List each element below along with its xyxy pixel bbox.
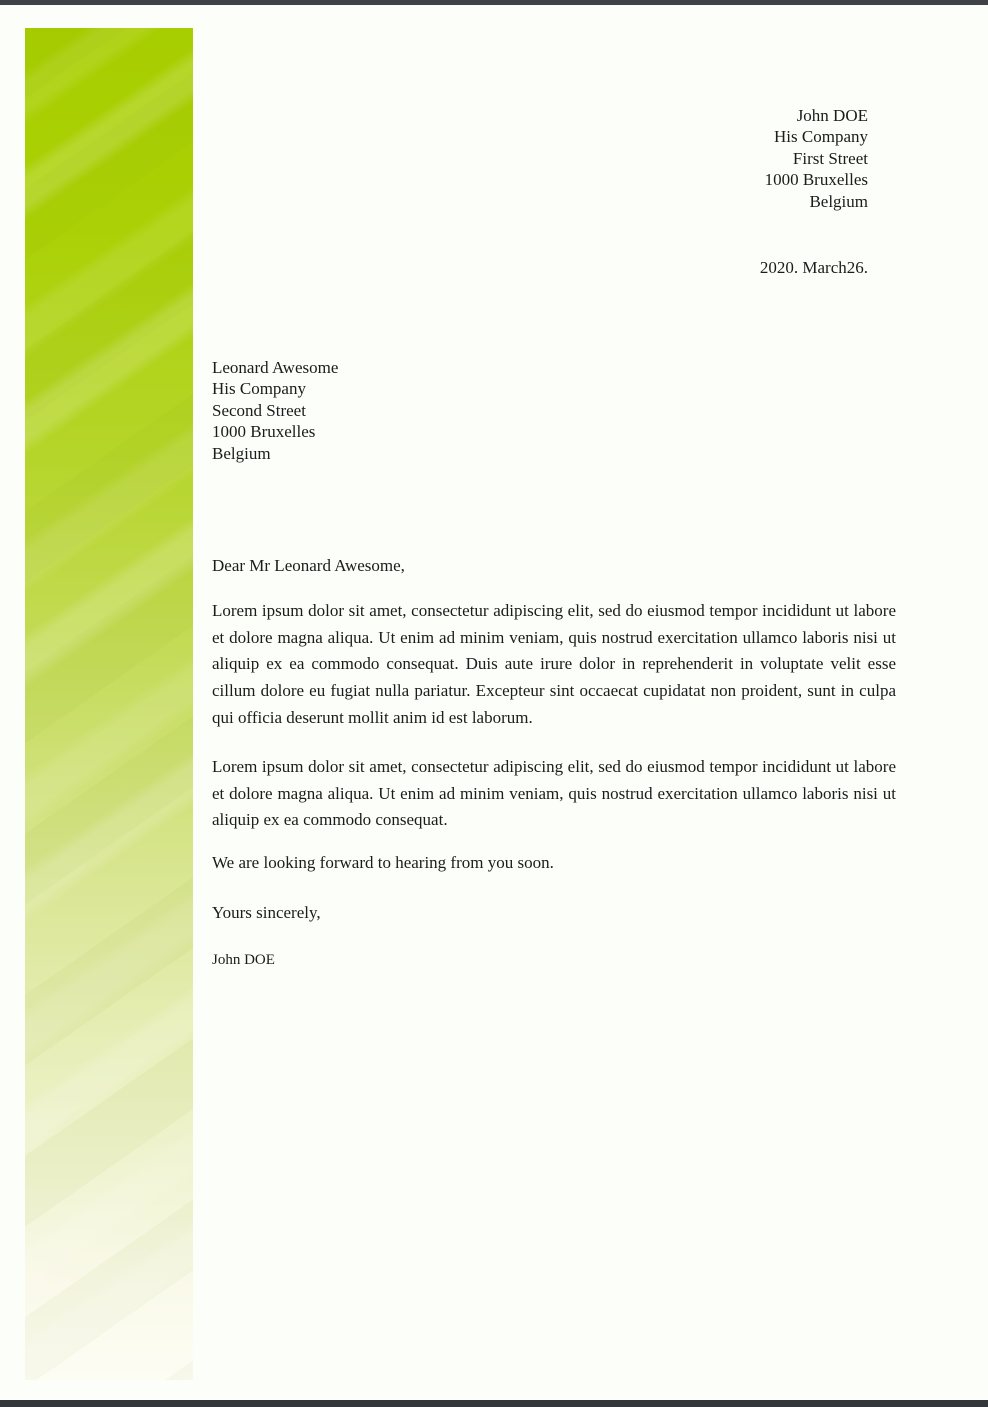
page-bottom-border — [0, 1400, 988, 1407]
sender-name: John DOE — [796, 106, 868, 125]
valediction: Yours sincerely, — [212, 903, 321, 922]
body-paragraph-1: Lorem ipsum dolor sit amet, consectetur adipiscing elit, sed do eiusmod tempor incididunt ut labore et dolore magna aliqua. Ut enim ad minim veniam, quis nostrud exercitation ullamco laboris nisi ut aliquip ex ea commodo consequat. Duis aute irure dolor in reprehenderit in voluptate velit esse cillum dolore eu fugiat nulla pariatur. Excepteur sint occaecat cupidatat non proident, sunt in culpa qui officia deserunt mollit anim id est laborum. — [212, 601, 896, 727]
recipient-name: Leonard Awesome — [212, 358, 339, 377]
letter-date: 2020. March26. — [759, 258, 868, 277]
salutation: Dear Mr Leonard Awesome, — [212, 556, 405, 575]
sender-city: 1000 Bruxelles — [764, 170, 868, 190]
recipient-street: Second Street — [212, 400, 306, 420]
sender-address — [765, 105, 868, 212]
recipient-city: 1000 Bruxelles — [212, 422, 316, 442]
recipient-country: Belgium — [212, 443, 271, 463]
recipient-address — [212, 357, 338, 464]
letterhead-accent-bar — [25, 28, 193, 1380]
page-top-border — [0, 0, 988, 5]
body-paragraph-2: Lorem ipsum dolor sit amet, consectetur adipiscing elit, sed do eiusmod tempor incididunt ut labore et dolore magna aliqua. Ut enim ad minim veniam, quis nostrud exercitation ullamco laboris nisi ut aliquip ex ea commodo consequat. — [212, 757, 896, 830]
recipient-company: His Company — [212, 379, 306, 399]
signature-name: John DOE — [212, 952, 275, 968]
sender-street: First Street — [792, 148, 868, 168]
closing-line: We are looking forward to hearing from you soon. — [212, 853, 554, 872]
sender-company: His Company — [774, 127, 868, 147]
sender-country: Belgium — [809, 191, 868, 211]
